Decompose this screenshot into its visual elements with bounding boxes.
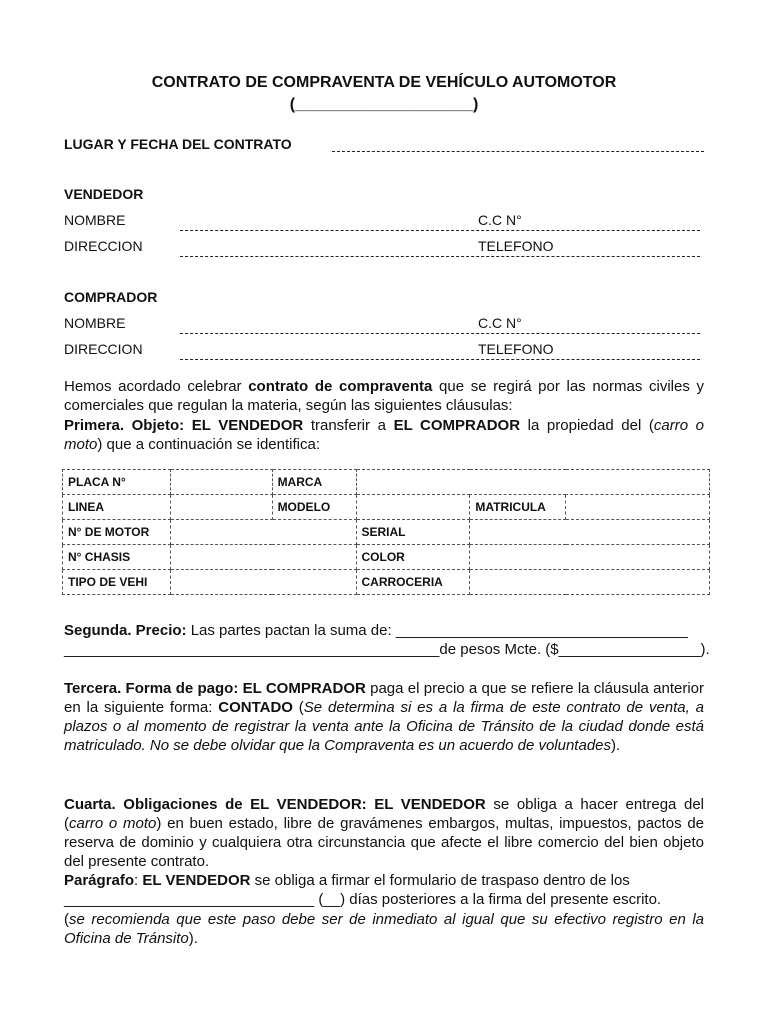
placa-label: PLACA N° [63, 470, 171, 495]
paragrafo: Parágrafo: EL VENDEDOR se obliga a firmar el formulario de traspaso dentro de los [64, 872, 630, 889]
serial-value[interactable] [470, 520, 710, 545]
clausula-segunda-line2: _____________________________________________de pesos Mcte. ($_________________). [64, 641, 710, 658]
linea-label: LINEA [63, 495, 171, 520]
vendedor-direccion-label: DIRECCION [64, 238, 143, 254]
placa-value[interactable] [170, 470, 272, 495]
color-label: COLOR [356, 545, 470, 570]
chasis-label: N° CHASIS [63, 545, 171, 570]
clausula-tercera: Tercera. Forma de pago: EL COMPRADOR paga el precio a que se refiere la cláusula anterior en la siguiente forma: CONTADO (Se determina si es a la firma de este contrato de venta, a plazos o al momento de registrar la venta ante la Oficina de Tránsito de la ciudad donde está matriculado. No se debe olvidar que la Compraventa es un acuerdo de voluntades). [64, 680, 705, 754]
comprador-nombre-label: NOMBRE [64, 315, 126, 331]
marca-label: MARCA [272, 470, 356, 495]
modelo-value[interactable] [356, 495, 470, 520]
comprador-heading: COMPRADOR [64, 289, 158, 305]
document-title: CONTRATO DE COMPRAVENTA DE VEHÍCULO AUTOMOTOR [151, 74, 617, 91]
vendedor-nombre-label: NOMBRE [64, 212, 126, 228]
serial-label: SERIAL [356, 520, 470, 545]
carroceria-label: CARROCERIA [356, 570, 470, 595]
comprador-nombre-blank[interactable] [180, 333, 700, 334]
carroceria-value[interactable] [470, 570, 710, 595]
vendedor-cc-label: C.C N° [478, 212, 522, 228]
vendedor-telefono-label: TELEFONO [478, 238, 554, 254]
comprador-direccion-label: DIRECCION [64, 341, 143, 357]
paragrafo-note: (se recomienda que este paso debe ser de inmediato al igual que su efectivo registro en la Oficina de Tránsito). [64, 911, 704, 947]
vendedor-nombre-blank[interactable] [180, 230, 700, 231]
modelo-label: MODELO [272, 495, 356, 520]
lugar-fecha-label: LUGAR Y FECHA DEL CONTRATO [64, 136, 292, 152]
matricula-value[interactable] [566, 495, 710, 520]
comprador-cc-label: C.C N° [478, 315, 522, 331]
vendedor-heading: VENDEDOR [64, 186, 144, 202]
tipo-label: TIPO DE VEHI [63, 570, 171, 595]
clausula-primera: Primera. Objeto: EL VENDEDOR transferir a EL COMPRADOR la propiedad del (carro o moto) que a continuación se identifica: [64, 417, 704, 453]
tipo-value[interactable] [170, 570, 356, 595]
paragrafo-line2: ______________________________ (__) días posteriores a la firma del presente escrito. [64, 891, 662, 908]
comprador-direccion-blank[interactable] [180, 359, 700, 360]
color-value[interactable] [470, 545, 710, 570]
marca-value[interactable] [356, 470, 710, 495]
vendedor-direccion-blank[interactable] [180, 256, 700, 257]
linea-value[interactable] [170, 495, 272, 520]
document-subtitle-blank: (____________________) [289, 96, 479, 113]
clausula-segunda: Segunda. Precio: Las partes pactan la suma de: ___________________________________ [64, 622, 688, 639]
comprador-telefono-label: TELEFONO [478, 341, 554, 357]
matricula-label: MATRICULA [470, 495, 566, 520]
motor-value[interactable] [170, 520, 356, 545]
clausula-cuarta: Cuarta. Obligaciones de EL VENDEDOR: EL VENDEDOR se obliga a hacer entrega del (carro o moto) en buen estado, libre de gravámenes embargos, multas, impuestos, pactos de reserva de dominio y cualquiera otra circunstancia que afecte el libre comercio del bien objeto del presente contrato. [64, 796, 705, 870]
lugar-fecha-blank[interactable] [332, 151, 704, 152]
motor-label: N° DE MOTOR [63, 520, 171, 545]
intro-paragraph: Hemos acordado celebrar contrato de compraventa que se regirá por las normas civiles y comerciales que regulan la materia, según las siguientes cláusulas: [64, 378, 704, 414]
vehicle-table [62, 469, 710, 595]
chasis-value[interactable] [170, 545, 356, 570]
